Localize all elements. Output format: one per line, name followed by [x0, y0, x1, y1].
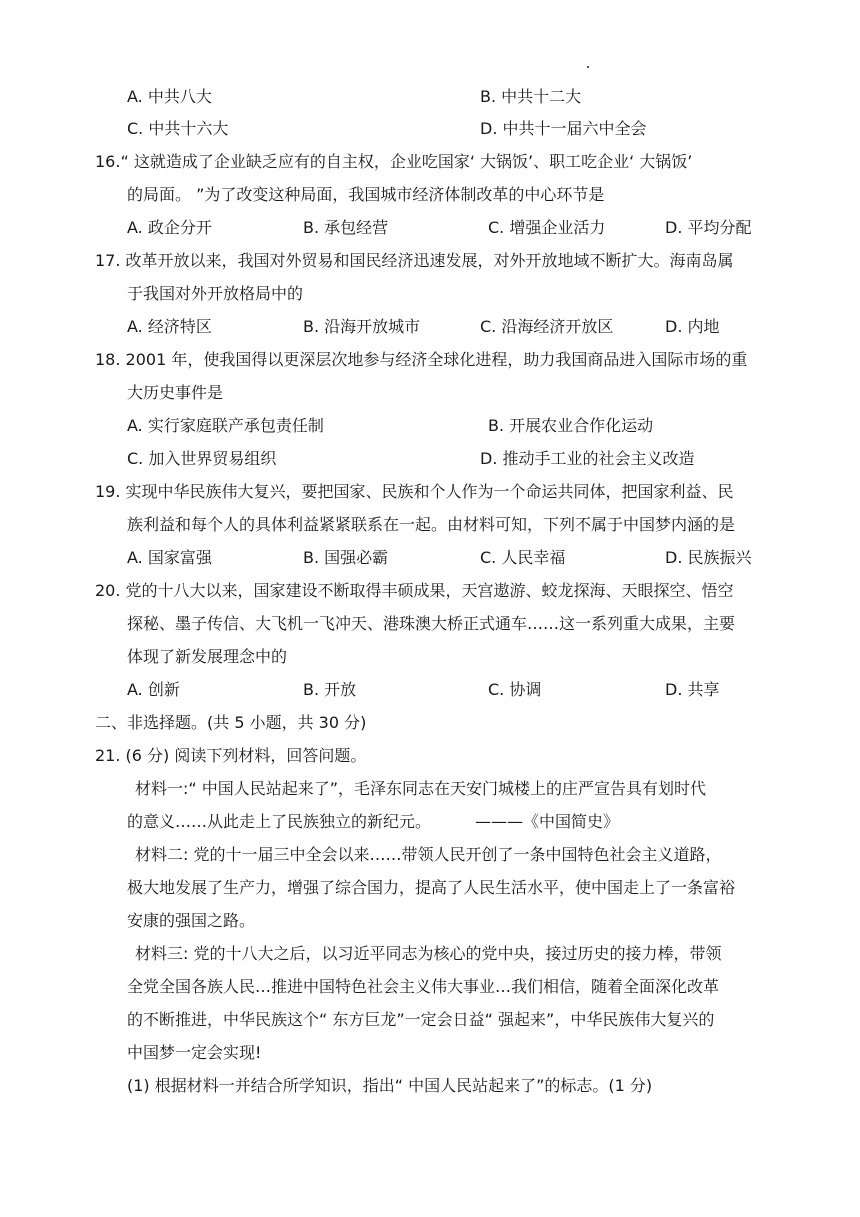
q21-material3-line4: 中国梦一定会实现!	[127, 1043, 262, 1062]
q19-stem-line2: 族利益和每个人的具体利益紧紧联系在一起。由材料可知，下列不属于中国梦内涵的是	[127, 515, 736, 534]
q21-material3-line2: 全党全国各族人民…推进中国特色社会主义伟大事业…我们相信，随着全面深化改革	[127, 977, 720, 996]
q19-option-a: A. 国家富强	[127, 548, 212, 567]
section-heading-nonchoice: 二、非选择题。(共 5 小题，共 30 分)	[95, 713, 367, 732]
q17-option-c: C. 沿海经济开放区	[480, 317, 614, 336]
q15-option-b: B. 中共十二大	[480, 87, 582, 106]
q20-option-d: D. 共享	[665, 680, 720, 699]
q21-subquestion-1: (1) 根据材料一并结合所学知识，指出“ 中国人民站起来了”的标志。(1 分)	[127, 1076, 653, 1095]
q21-material1-line1: 材料一:“ 中国人民站起来了”，毛泽东同志在天安门城楼上的庄严宣告具有划时代	[135, 779, 707, 798]
q21-material2-line3: 安康的强国之路。	[127, 911, 256, 930]
q15-option-d: D. 中共十一届六中全会	[480, 119, 647, 138]
q20-option-c: C. 协调	[488, 680, 542, 699]
q19-option-c: C. 人民幸福	[480, 548, 566, 567]
q16-stem-line1: 16.“ 这就造成了企业缺乏应有的自主权，企业吃国家‘ 大锅饭’、职工吃企业‘ 大锅饭’	[95, 152, 693, 171]
q21-material2-line1: 材料二: 党的十一届三中全会以来……带领人民开创了一条中国特色社会主义道路，	[135, 845, 722, 864]
q18-option-b: B. 开展农业合作化运动	[488, 416, 654, 435]
q19-stem-line1: 19. 实现中华民族伟大复兴，要把国家、民族和个人作为一个命运共同体，把国家利益、民	[95, 482, 734, 501]
q19-option-b: B. 国强必霸	[303, 548, 389, 567]
q21-material1-source: ———《中国简史》	[475, 812, 620, 831]
q21-material1-line2: 的意义……从此走上了民族独立的新纪元。	[127, 812, 432, 831]
q18-option-d: D. 推动手工业的社会主义改造	[480, 449, 695, 468]
q17-option-b: B. 沿海开放城市	[303, 317, 421, 336]
q21-material3-line1: 材料三: 党的十八大之后，以习近平同志为核心的党中央，接过历史的接力棒，带领	[135, 944, 722, 963]
q16-option-b: B. 承包经营	[303, 218, 389, 237]
q17-stem-line1: 17. 改革开放以来，我国对外贸易和国民经济迅速发展，对外开放地域不断扩大。海南岛属	[95, 251, 734, 270]
q16-option-a: A. 政企分开	[127, 218, 212, 237]
q20-stem-line1: 20. 党的十八大以来，国家建设不断取得丰硕成果，天宫遨游、蛟龙探海、天眼探空、悟空	[95, 581, 734, 600]
q21-material2-line2: 极大地发展了生产力，增强了综合国力，提高了人民生活水平，使中国走上了一条富裕	[127, 878, 736, 897]
q15-option-a: A. 中共八大	[127, 87, 212, 106]
q20-stem-line2: 探秘、墨子传信、大飞机一飞冲天、港珠澳大桥正式通车……这一系列重大成果，主要	[127, 614, 736, 633]
q20-option-b: B. 开放	[303, 680, 357, 699]
q21-material3-line3: 的不断推进，中华民族这个“ 东方巨龙”一定会日益“ 强起来”，中华民族伟大复兴的	[127, 1010, 715, 1029]
q18-stem-line1: 18. 2001 年，使我国得以更深层次地参与经济全球化进程，助力我国商品进入国际市场的重	[95, 350, 748, 369]
q18-option-a: A. 实行家庭联产承包责任制	[127, 416, 324, 435]
q19-option-d: D. 民族振兴	[665, 548, 752, 567]
q20-stem-line3: 体现了新发展理念中的	[127, 647, 288, 666]
q17-option-d: D. 内地	[665, 317, 720, 336]
q20-option-a: A. 创新	[127, 680, 180, 699]
q16-option-d: D. 平均分配	[665, 218, 752, 237]
q17-stem-line2: 于我国对外开放格局中的	[127, 284, 304, 303]
q16-option-c: C. 增强企业活力	[488, 218, 606, 237]
q16-stem-line2: 的局面。 ”为了改变这种局面，我国城市经济体制改革的中心环节是	[127, 185, 605, 204]
q17-option-a: A. 经济特区	[127, 317, 212, 336]
page-dot	[587, 66, 589, 68]
q21-stem: 21. (6 分) 阅读下列材料，回答问题。	[95, 746, 367, 765]
q15-option-c: C. 中共十六大	[127, 119, 229, 138]
q18-stem-line2: 大历史事件是	[127, 383, 224, 402]
q18-option-c: C. 加入世界贸易组织	[127, 449, 277, 468]
